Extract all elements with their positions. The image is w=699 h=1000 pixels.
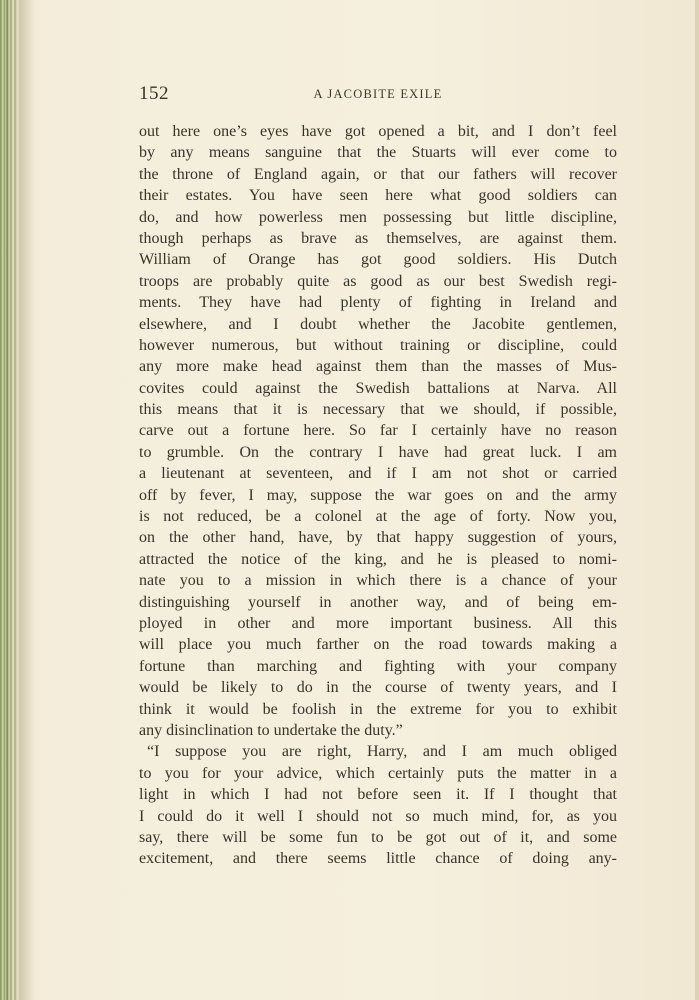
- text-line: think it would be foolish in the extreme for you to exhibit: [139, 700, 617, 718]
- text-line: out here one’s eyes have got opened a bit, and I don’t feel: [139, 123, 617, 140]
- text-line: any disinclination to undertake the duty.”: [139, 721, 403, 739]
- text-line: nate you to a mission in which there is a chance of your: [139, 572, 617, 590]
- text-line: to you for your advice, which certainly puts the matter in a: [139, 764, 617, 782]
- book-binding-edge: [0, 0, 20, 1000]
- text-line: however numerous, but without training or discipline, could: [139, 336, 617, 354]
- page-number: 152: [139, 83, 169, 104]
- text-line: on the other hand, have, by that happy suggestion of yours,: [139, 529, 617, 547]
- text-line: troops are probably quite as good as our best Swedish regi-: [139, 272, 617, 290]
- text-line: ments. They have had plenty of fighting in Ireland and: [139, 294, 617, 312]
- text-line: any more make head against them than the masses of Mus-: [139, 358, 617, 376]
- text-line: covites could against the Swedish battalions at Narva. All: [139, 379, 617, 397]
- text-line: light in which I had not before seen it. If I thought that: [139, 786, 617, 804]
- text-line: their estates. You have seen here what good soldiers can: [139, 187, 617, 205]
- body-text: [139, 121, 617, 870]
- gutter-shadow: [20, 0, 34, 1000]
- page-header: [139, 83, 617, 107]
- text-line: to grumble. On the contrary I have had great luck. I am: [139, 443, 617, 461]
- text-line: off by fever, I may, suppose the war goes on and the army: [139, 486, 617, 504]
- text-line: the throne of England again, or that our fathers will recover: [139, 165, 617, 183]
- text-line: a lieutenant at seventeen, and if I am not shot or carried: [139, 465, 617, 483]
- text-line: ployed in other and more important business. All this: [139, 614, 617, 632]
- text-line: would be likely to do in the course of twenty years, and I: [139, 679, 617, 697]
- text-line: is not reduced, be a colonel at the age of forty. Now you,: [139, 508, 617, 526]
- text-line: “I suppose you are right, Harry, and I am much obliged: [147, 743, 617, 761]
- text-line: do, and how powerless men possessing but little discipline,: [139, 208, 617, 226]
- text-line: attracted the notice of the king, and he is pleased to nomi-: [139, 550, 617, 568]
- text-line: fortune than marching and fighting with your company: [139, 657, 617, 675]
- page-right-edge: [695, 0, 699, 1000]
- text-line: say, there will be some fun to be got out of it, and some: [139, 828, 617, 846]
- text-line: this means that it is necessary that we should, if possible,: [139, 401, 617, 419]
- text-line: carve out a fortune here. So far I certainly have no reason: [139, 422, 617, 440]
- text-line: will place you much farther on the road towards making a: [139, 636, 617, 654]
- running-title: A JACOBITE EXILE: [313, 87, 443, 101]
- text-line: elsewhere, and I doubt whether the Jacobite gentlemen,: [139, 315, 617, 333]
- text-line: though perhaps as brave as themselves, are against them.: [139, 229, 617, 247]
- text-line: William of Orange has got good soldiers. His Dutch: [139, 251, 617, 269]
- text-line: by any means sanguine that the Stuarts will ever come to: [139, 144, 617, 162]
- text-line: excitement, and there seems little chance of doing any-: [139, 850, 617, 868]
- text-line: I could do it well I should not so much mind, for, as you: [139, 807, 617, 825]
- text-line: distinguishing yourself in another way, and of being em-: [139, 593, 617, 611]
